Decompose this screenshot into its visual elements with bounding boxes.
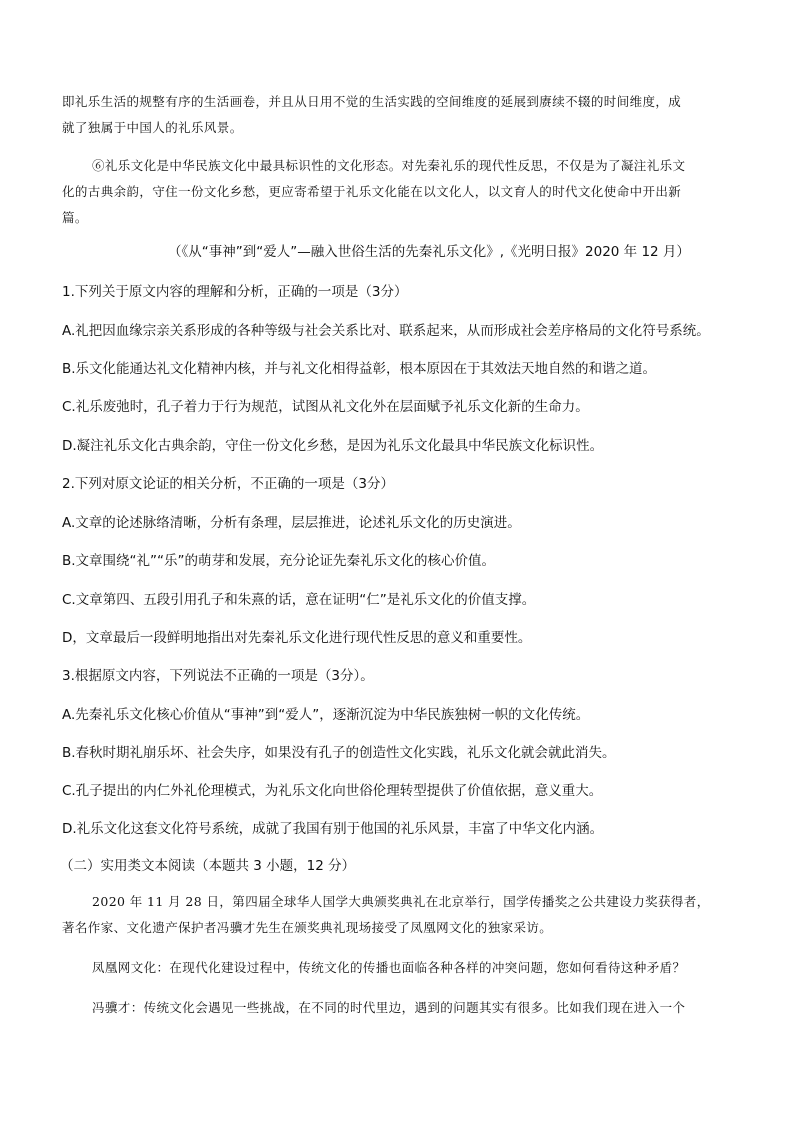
paragraph-6-line: ⑥礼乐文化是中华民族文化中最具标识性的文化形态。对先秦礼乐的现代性反思，不仅是为了凝注礼乐文: [92, 158, 686, 173]
interview-question: 凤凰网文化：在现代化建设过程中，传统文化的传播也面临各种各样的冲突问题，您如何看待这种矛盾？: [92, 960, 686, 975]
paragraph-6-line: 篇。: [62, 210, 88, 225]
question-stem: 3.根据原文内容，下列说法不正确的一项是（3分）。: [62, 668, 374, 684]
paragraph-6-line: 化的古典余韵，守住一份文化乡愁，更应寄希望于礼乐文化能在以文化人，以文育人的时代文化使命中开出新: [62, 184, 682, 199]
option-b: B.文章围绕“礼”“乐”的萌芽和发展，充分论证先秦礼乐文化的核心价值。: [62, 553, 496, 569]
passage-line: 就了独属于中国人的礼乐风景。: [62, 120, 243, 135]
option-c: C.礼乐废弛时，孔子着力于行为规范，试图从礼文化外在层面赋予礼乐文化新的生命力。: [62, 399, 589, 415]
option-d: D.礼乐文化这套文化符号系统，成就了我国有别于他国的礼乐风景，丰富了中华文化内涵。: [62, 821, 604, 837]
source-citation: （《从“事神”到“爱人”—融入世俗生活的先秦礼乐文化》,《光明日报》2020 年 12 月）: [168, 244, 690, 260]
option-b: B.乐文化能通达礼文化精神内核，并与礼文化相得益彰，根本原因在于其效法天地自然的和谐之道。: [62, 361, 657, 377]
option-d: D.凝注礼乐文化古典余韵，守住一份文化乡愁，是因为礼乐文化最具中华民族文化标识性。: [62, 438, 604, 454]
section-heading: （二）实用类文本阅读（本题共 3 小题，12 分）: [60, 858, 356, 874]
option-c: C.孔子提出的内仁外礼伦理模式，为礼乐文化向世俗伦理转型提供了价值依据，意义重大。: [62, 783, 603, 799]
option-a: A.文章的论述脉络清晰，分析有条理，层层推进，论述礼乐文化的历史演进。: [62, 515, 521, 531]
option-b: B.春秋时期礼崩乐坏、社会失序，如果没有孔子的创造性文化实践，礼乐文化就会就此消失。: [62, 745, 616, 761]
option-a: A.先秦礼乐文化核心价值从“事神”到“爱人”，逐渐沉淀为中华民族独树一帜的文化传统。: [62, 707, 590, 723]
option-a: A.礼把因血缘宗亲关系形成的各种等级与社会关系比对、联系起来，从而形成社会差序格局的文化符号系统。: [62, 323, 710, 339]
passage-line: 即礼乐生活的规整有序的生活画卷，并且从日用不觉的生活实践的空间维度的延展到赓续不辍的时间维度，成: [62, 94, 682, 109]
intro-line: 著名作家、文化遗产保护者冯骥才先生在颁奖典礼现场接受了凤凰网文化的独家采访。: [62, 920, 553, 935]
interview-answer: 冯骥才：传统文化会遇见一些挑战，在不同的时代里边，遇到的问题其实有很多。比如我们现在进入一个: [92, 1000, 686, 1015]
question-stem: 1.下列关于原文内容的理解和分析，正确的一项是（3分）: [62, 284, 408, 300]
question-stem: 2.下列对原文论证的相关分析，不正确的一项是（3分）: [62, 476, 394, 492]
option-d: D，文章最后一段鲜明地指出对先秦礼乐文化进行现代性反思的意义和重要性。: [62, 630, 532, 646]
option-c: C.文章第四、五段引用孔子和朱熹的话，意在证明“仁”是礼乐文化的价值支撑。: [62, 592, 536, 608]
intro-line: 2020 年 11 月 28 日，第四届全球华人国学大典颁奖典礼在北京举行，国学传播奖之公共建设力奖获得者，: [92, 894, 710, 909]
